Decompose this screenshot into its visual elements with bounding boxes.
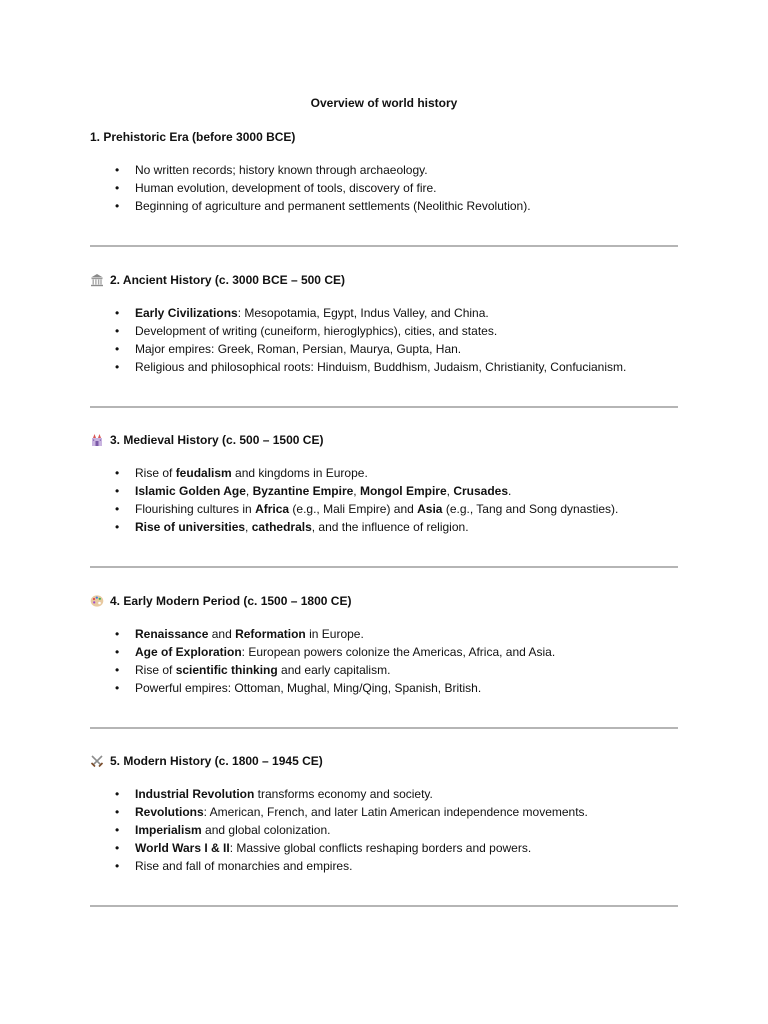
- list-item-text: Major empires: Greek, Roman, Persian, Maurya, Gupta, Han.: [135, 342, 462, 356]
- bold-text: Islamic Golden Age: [135, 484, 246, 498]
- bold-text: Early Civilizations: [135, 306, 238, 320]
- bullet-marker: •: [115, 841, 120, 855]
- list-item: [90, 179, 531, 197]
- list-item-text: : Mesopotamia, Egypt, Indus Valley, and China.: [237, 306, 489, 320]
- list-item-text: : Massive global conflicts reshaping borders and powers.: [229, 841, 532, 855]
- list-item-text: and global colonization.: [201, 823, 331, 837]
- bold-text: feudalism: [175, 466, 232, 480]
- bold-text: Imperialism: [135, 823, 202, 837]
- bullet-marker: •: [115, 859, 120, 873]
- bullet-marker: •: [115, 627, 120, 641]
- list-item-text: ,: [353, 484, 360, 498]
- list-item-text: and early capitalism.: [277, 663, 391, 677]
- bold-text: Asia: [417, 502, 443, 516]
- bullet-marker: •: [115, 645, 120, 659]
- section-divider: [90, 245, 678, 247]
- list-item-text: Development of writing (cuneiform, hieroglyphics), cities, and states.: [135, 324, 498, 338]
- bullet-marker: •: [115, 681, 120, 695]
- section-heading: [90, 593, 351, 609]
- bullet-list: [90, 785, 588, 875]
- artist-palette-icon: [90, 594, 104, 608]
- bullet-marker: •: [115, 466, 120, 480]
- list-item: [90, 464, 618, 482]
- bullet-marker: •: [115, 823, 120, 837]
- bullet-marker: •: [115, 787, 120, 801]
- list-item-text: (e.g., Mali Empire) and: [289, 502, 418, 516]
- list-item-text: (e.g., Tang and Song dynasties).: [442, 502, 619, 516]
- bullet-list: [90, 161, 531, 215]
- list-item-text: Rise of: [135, 663, 176, 677]
- section-divider: [90, 905, 678, 907]
- list-item-text: Flourishing cultures in: [135, 502, 256, 516]
- list-item-text: Human evolution, development of tools, discovery of fire.: [135, 181, 437, 195]
- list-item-text: transforms economy and society.: [254, 787, 433, 801]
- list-item: [90, 304, 626, 322]
- section-heading-text: 1. Prehistoric Era (before 3000 BCE): [90, 130, 296, 144]
- list-item-text: No written records; history known through archaeology.: [135, 163, 428, 177]
- classical-building-icon: [90, 273, 104, 287]
- bullet-list: [90, 625, 555, 697]
- list-item: [90, 785, 588, 803]
- list-item: [90, 197, 531, 215]
- bold-text: Crusades: [453, 484, 509, 498]
- bullet-list: [90, 464, 618, 536]
- section-heading: [90, 753, 323, 769]
- bullet-marker: •: [115, 484, 120, 498]
- list-item: [90, 661, 555, 679]
- bullet-marker: •: [115, 520, 120, 534]
- list-item: [90, 518, 618, 536]
- bullet-marker: •: [115, 324, 120, 338]
- bold-text: Africa: [255, 502, 290, 516]
- bold-text: Renaissance: [135, 627, 209, 641]
- section-heading-text: 3. Medieval History (c. 500 – 1500 CE): [110, 433, 324, 447]
- list-item-text: and: [208, 627, 236, 641]
- section-divider: [90, 727, 678, 729]
- bullet-list: [90, 304, 626, 376]
- list-item: [90, 340, 626, 358]
- list-item-text: Religious and philosophical roots: Hinduism, Buddhism, Judaism, Christianity, Confucianism.: [135, 360, 627, 374]
- list-item: [90, 679, 555, 697]
- list-item-text: ,: [245, 520, 252, 534]
- bold-text: Byzantine Empire: [252, 484, 354, 498]
- list-item-text: Rise of: [135, 466, 176, 480]
- bullet-marker: •: [115, 342, 120, 356]
- list-item-text: , and the influence of religion.: [311, 520, 469, 534]
- document-title: Overview of world history: [310, 96, 458, 110]
- bullet-marker: •: [115, 805, 120, 819]
- list-item: [90, 857, 588, 875]
- list-item-text: and kingdoms in Europe.: [231, 466, 368, 480]
- bullet-marker: •: [115, 502, 120, 516]
- list-item: [90, 839, 588, 857]
- bullet-marker: •: [115, 181, 120, 195]
- list-item: [90, 803, 588, 821]
- section-divider: [90, 566, 678, 568]
- list-item-text: Beginning of agriculture and permanent settlements (Neolithic Revolution).: [135, 199, 531, 213]
- bullet-marker: •: [115, 163, 120, 177]
- list-item: [90, 358, 626, 376]
- bullet-marker: •: [115, 306, 120, 320]
- bullet-marker: •: [115, 663, 120, 677]
- list-item: [90, 625, 555, 643]
- list-item-text: : American, French, and later Latin American independence movements.: [203, 805, 588, 819]
- section-heading-text: 4. Early Modern Period (c. 1500 – 1800 CE): [110, 594, 352, 608]
- list-item-text: ,: [245, 484, 253, 498]
- bold-text: World Wars I & II: [135, 841, 230, 855]
- list-item: [90, 821, 588, 839]
- section-heading-text: 2. Ancient History (c. 3000 BCE – 500 CE): [110, 273, 345, 287]
- list-item-text: Powerful empires: Ottoman, Mughal, Ming/Qing, Spanish, British.: [135, 681, 482, 695]
- crossed-swords-icon: [90, 754, 104, 768]
- section-divider: [90, 406, 678, 408]
- bold-text: Age of Exploration: [135, 645, 242, 659]
- list-item: [90, 500, 618, 518]
- bullet-marker: •: [115, 360, 120, 374]
- section-heading: [90, 432, 323, 448]
- bold-text: Reformation: [235, 627, 306, 641]
- bold-text: Mongol Empire: [359, 484, 447, 498]
- section-heading: [90, 129, 295, 145]
- list-item: [90, 322, 626, 340]
- list-item-text: in Europe.: [305, 627, 364, 641]
- list-item-text: .: [508, 484, 512, 498]
- list-item: [90, 643, 555, 661]
- bullet-marker: •: [115, 199, 120, 213]
- section-heading-text: 5. Modern History (c. 1800 – 1945 CE): [110, 754, 323, 768]
- list-item-text: ,: [446, 484, 454, 498]
- list-item-text: Rise and fall of monarchies and empires.: [135, 859, 353, 873]
- castle-icon: [90, 433, 104, 447]
- list-item: [90, 482, 618, 500]
- bold-text: Industrial Revolution: [135, 787, 255, 801]
- bold-text: cathedrals: [251, 520, 312, 534]
- list-item-text: : European powers colonize the Americas, Africa, and Asia.: [241, 645, 556, 659]
- section-heading: [90, 272, 345, 288]
- bold-text: Revolutions: [135, 805, 204, 819]
- bold-text: scientific thinking: [175, 663, 278, 677]
- list-item: [90, 161, 531, 179]
- bold-text: Rise of universities: [135, 520, 246, 534]
